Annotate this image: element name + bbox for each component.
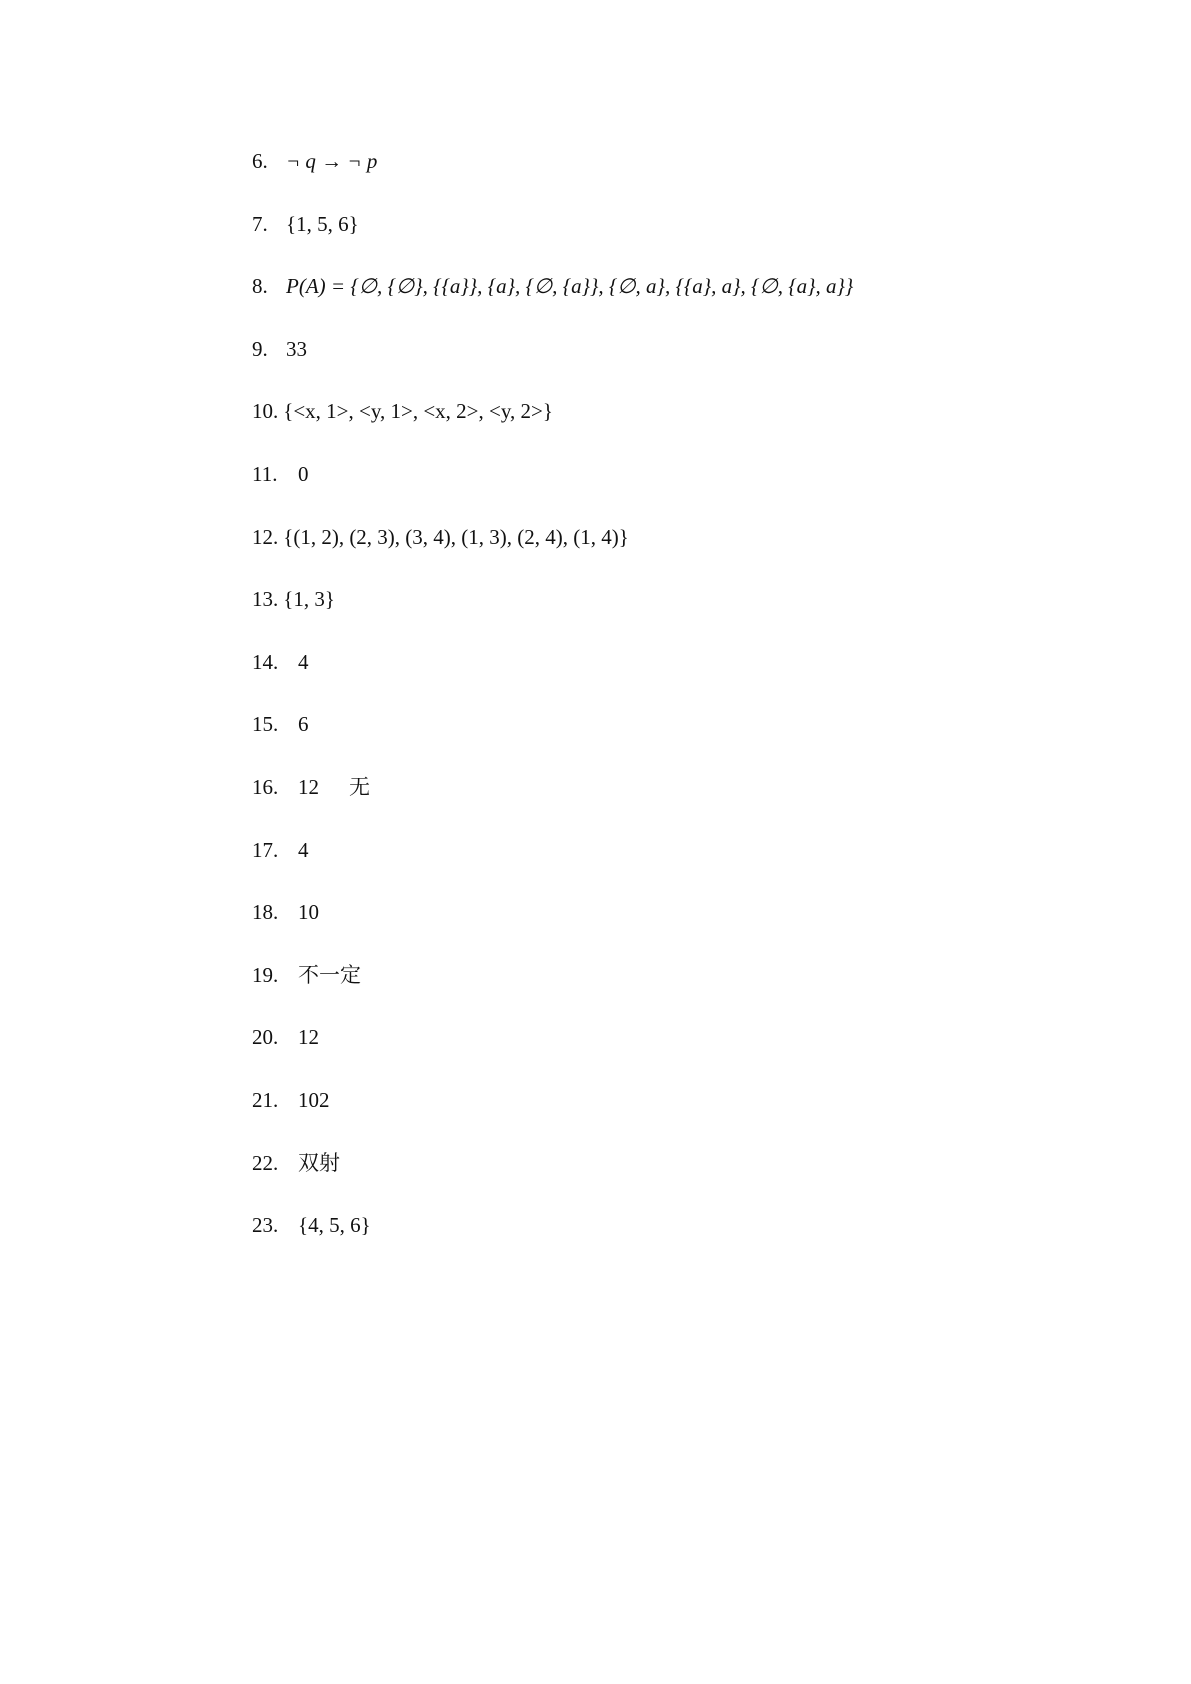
answer-text: 10 bbox=[298, 900, 319, 925]
answer-item-21 bbox=[252, 1085, 853, 1148]
answer-item-10 bbox=[252, 396, 853, 459]
answer-number: 22. bbox=[252, 1150, 279, 1175]
answer-text: 12 bbox=[298, 1025, 319, 1050]
answer-item-14 bbox=[252, 647, 853, 710]
answer-text: P(A) = {∅, {∅}, {{a}}, {a}, {∅, {a}}, {∅, a}, {{a}, a}, {∅, {a}, a}} bbox=[286, 274, 854, 299]
answer-item-19 bbox=[252, 960, 853, 1023]
answer-item-8 bbox=[252, 271, 853, 334]
answer-item-6 bbox=[252, 146, 853, 209]
answer-item-12 bbox=[252, 522, 853, 585]
answer-number: 21. bbox=[252, 1087, 279, 1112]
answer-text: 12 bbox=[298, 774, 319, 799]
answer-item-11 bbox=[252, 459, 853, 522]
answer-text: {(1, 2), (2, 3), (3, 4), (1, 3), (2, 4), (1, 4)} bbox=[283, 524, 629, 549]
answer-number: 12. bbox=[252, 524, 279, 549]
answer-number: 10. bbox=[252, 399, 279, 424]
answer-number: 15. bbox=[252, 712, 279, 737]
answer-text: 33 bbox=[286, 336, 307, 361]
answer-number: 13. bbox=[252, 587, 279, 612]
answer-number: 16. bbox=[252, 774, 279, 799]
answer-number: 14. bbox=[252, 649, 279, 674]
answer-item-9 bbox=[252, 334, 853, 397]
answer-number: 6. bbox=[252, 149, 268, 173]
answer-text: {1, 3} bbox=[283, 587, 335, 612]
answer-number: 18. bbox=[252, 900, 279, 925]
answer-number: 7. bbox=[252, 211, 268, 236]
answer-text: 4 bbox=[298, 649, 309, 674]
answer-text: 6 bbox=[298, 712, 309, 737]
answer-number: 11. bbox=[252, 461, 278, 486]
answer-extra-text: 无 bbox=[349, 774, 370, 799]
answer-number: 20. bbox=[252, 1025, 279, 1050]
answer-list bbox=[252, 146, 853, 1273]
answer-item-17 bbox=[252, 835, 853, 898]
answer-item-16 bbox=[252, 772, 853, 835]
answer-item-22 bbox=[252, 1148, 853, 1211]
answer-item-20 bbox=[252, 1022, 853, 1085]
answer-text: 不一定 bbox=[298, 962, 361, 987]
answer-number: 8. bbox=[252, 274, 268, 299]
answer-text: ¬ q → ¬ p bbox=[286, 149, 378, 173]
answer-text: {<x, 1>, <y, 1>, <x, 2>, <y, 2>} bbox=[283, 399, 553, 424]
answer-number: 9. bbox=[252, 336, 268, 361]
answer-item-18 bbox=[252, 897, 853, 960]
answer-number: 23. bbox=[252, 1213, 279, 1238]
answer-text: 102 bbox=[298, 1087, 330, 1112]
answer-number: 19. bbox=[252, 962, 279, 987]
answer-text: 4 bbox=[298, 837, 309, 862]
answer-text: 双射 bbox=[298, 1150, 340, 1175]
answer-text: 0 bbox=[298, 461, 309, 486]
answer-item-13 bbox=[252, 584, 853, 647]
answer-item-7 bbox=[252, 209, 853, 272]
answer-text: {1, 5, 6} bbox=[286, 211, 359, 236]
answer-text: {4, 5, 6} bbox=[298, 1213, 371, 1238]
answer-item-23 bbox=[252, 1210, 853, 1273]
answer-number: 17. bbox=[252, 837, 279, 862]
answer-item-15 bbox=[252, 709, 853, 772]
